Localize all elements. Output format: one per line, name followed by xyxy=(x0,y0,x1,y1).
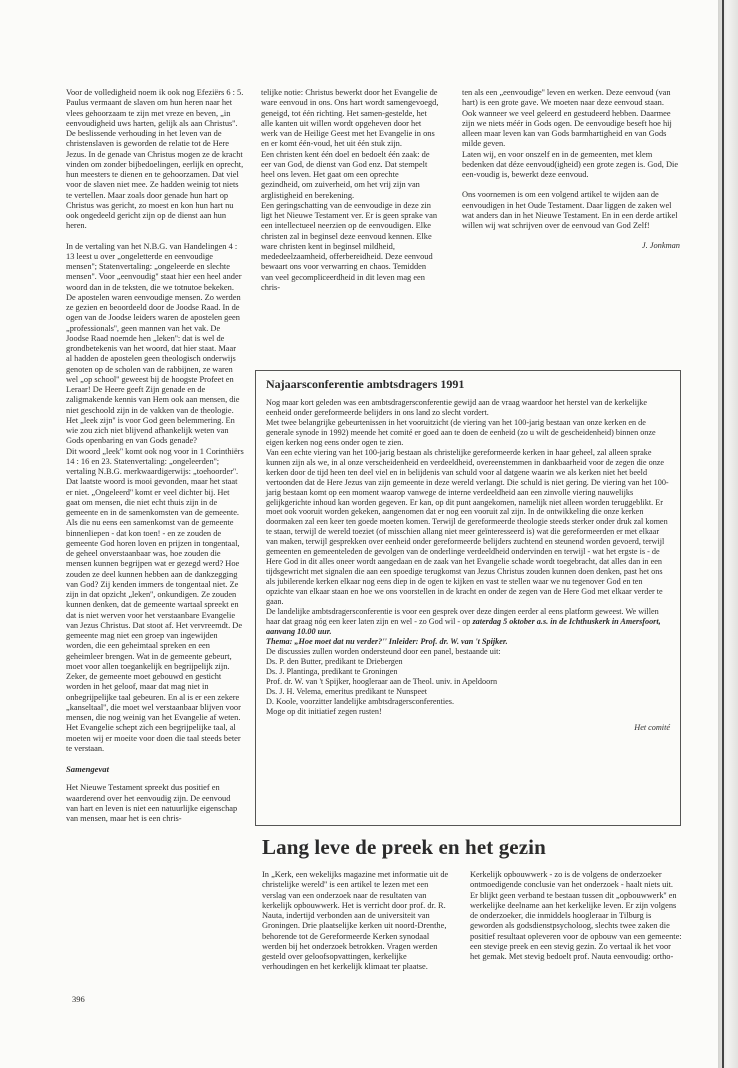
binding-gutter xyxy=(718,0,738,1068)
paragraph: Het Nieuwe Testament spreekt dus positief en waarderend over het eenvoudig zijn. De eenvoud van hart en leven is niet een natuurlijke eigenschap van mensen, maar het is een chris- xyxy=(66,783,238,823)
article2-column-left xyxy=(262,870,452,985)
closing-line: Moge op dit initiatief zegen rusten! xyxy=(266,706,382,716)
article-column-2 xyxy=(261,88,439,368)
panel-member: Ds. J. Plantinga, predikant te Groningen xyxy=(266,666,398,676)
box-paragraph xyxy=(266,607,670,637)
author-signature: J. Jonkman xyxy=(641,241,680,251)
article2-column-right xyxy=(470,870,682,985)
article-column-3 xyxy=(462,88,680,366)
paragraph: Ons voornemen is om een volgend artikel te wijden aan de eenvoudigen in het Oude Testament. Daar liggen de zaken wel wat anders dan in het Nieuwe Testament. En in een derde artikel willen wij wat schrijven over de eenvoud van God Zelf! xyxy=(462,190,678,230)
paragraph: ten als een „eenvoudige'' leven en werken. Deze eenvoud (van hart) is een grote gave. We moeten naar deze eenvoud staan. Ook wanneer we veel geleerd en gestudeerd hebben. Daarmee zijn we niets méér in Gods ogen. De eenvoudige beseft hoe hij alleen maar leven kan van Gods barmhartigheid en van Gods milde geven. Laten wij, en voor onszelf en in de gemeenten, met klem bedenken dat déze eenvoud(igheid) een grote zegen is. God, Die een-voudig is, bewerkt deze eenvoud. xyxy=(462,88,679,179)
box-body xyxy=(266,398,670,732)
panel-member: Ds. J. H. Velema, emeritus predikant te Nunspeet xyxy=(266,686,428,696)
binding-edge-line xyxy=(722,0,724,1068)
box-paragraph: Met twee belangrijke gebeurtenissen in het vooruitzicht (de viering van het 100-jarig bestaan van onze kerken en de generale synode in 1992) meende het comité er goed aan te doen de eenheid (zo u wilt de gescheidenheid) binnen onze eigen kerken nog eens onder ogen te zien. xyxy=(266,417,656,447)
paragraph: Voor de volledigheid noem ik ook nog Efeziërs 6 : 5. Paulus vermaant de slaven om hun heren naar het vlees gehoorzaam te zijn met vreze en beven, „in eenvoudigheid uws harten, gelijk als aan Christus''. De beslissende verhouding in het leven van de christenslaven is geworden de relatie tot de Here Jezus. In de genade van Christus mogen ze de kracht vinden om zonder bijbedoelingen, eerlijk en oprecht, hun meesters te dienen en te gehoorzamen. Dat viel voor de slaven niet mee. Ze hadden weinig tot niets te vertellen. Maar zoals door genade hun hart op Christus was gericht, zo moest en kon hun hart nu ook ongedeeld gericht zijn op de dienst aan hun heren. xyxy=(66,88,244,231)
theme-line: Thema: „Hoe moet dat nu verder?'' Inleider: Prof. dr. W. van 't Spijker. xyxy=(266,636,508,646)
box-signature: Het comité xyxy=(634,722,670,732)
box-title: Najaarsconferentie ambtsdragers 1991 xyxy=(266,377,465,391)
subheading: Samengevat xyxy=(66,764,109,774)
panel-intro: De discussies zullen worden ondersteund door een panel, bestaande uit: xyxy=(266,646,501,656)
paragraph: telijke notie: Christus bewerkt door het Evangelie de ware eenvoud in ons. Ons hart wordt samengevoegd, geneigd, tot één richting. Het samen-gestelde, het alle kanten uit willen wordt opgeheven door het werk van de Heilige Geest met het Evangelie in ons en er komt één-voud, het uit één stuk zijn. Een christen kent één doel en bedoelt één zaak: de eer van God, de dienst van God enz. Dat stempelt heel ons leven. Het gaat om een oprechte gezindheid, om zuiverheid, om het vrij zijn van arglistigheid en berekening. Een geringschatting van de eenvoudige in deze zin ligt het Nieuwe Testament ver. Er is geen sprake van een intellectueel neerzien op de eenvoudigen. Elke christen zal in beginsel deze eenvoud kennen. Elke ware christen kent in beginsel mildheid, mededeelzaamheid, offerbereidheid. Deze eenvoud bewaart ons voor verwarring en chaos. Temidden van veel gecompliceerdheid in dit leven mag een chris- xyxy=(261,88,439,292)
panel-member: D. Koole, voorzitter landelijke ambtsdragersconferenties. xyxy=(266,696,455,706)
conference-announcement-box xyxy=(255,370,681,826)
paragraph: Kerkelijk opbouwwerk - zo is de volgens de onderzoeker ontmoedigende conclusie van het onderzoek - haalt niets uit. Er blijkt geen verband te bestaan tussen dit „opbouwwerk'' en werkelijke deelname aan het kerkelijke leven. Er zijn volgens de onderzoeker, die inmiddels hoogleraar in Tilburg is geworden als godsdienstpsycholoog, slechts twee zaken die positief resultaat opleveren voor de opbouw van een gemeente: een stevige preek en een stevig gezin. Zo vertaal ik het voor het gemak. Met stevig bedoelt prof. Nauta eenvoudig: ortho- xyxy=(470,870,682,961)
box-paragraph-text: De landelijke ambtsdragersconferentie is voor een gesprek over deze dingen eerder al eens platform geweest. We willen haar dat graag nóg een keer laten zijn en wel - zo God wil - op xyxy=(266,607,659,626)
article-headline: Lang leve de preek en het gezin xyxy=(262,835,546,859)
panel-member: Prof. dr. W. van 't Spijker, hoogleraar aan de Theol. univ. in Apeldoorn xyxy=(266,676,498,686)
page-number: 396 xyxy=(72,994,85,1004)
panel-member: Ds. P. den Butter, predikant te Driebergen xyxy=(266,656,403,666)
event-date-line: zaterdag 5 oktober a.s. in de Ichthuskerk in Amersfoort, aanvang 10.00 uur. xyxy=(266,616,661,636)
box-paragraph: Nog maar kort geleden was een ambtsdragersconferentie gewijd aan de vraag waardoor het herstel van de kerkelijke eenheid onder gereformeerde belijders in ons land zo slecht vordert. xyxy=(266,398,648,417)
box-paragraph: Van een echte viering van het 100-jarig bestaan als christelijke gereformeerde kerken in haar geheel, zal alleen sprake kunnen zijn als we, in al onze verscheidenheid en verdeeldheid, overeenstemmen in dankbaarheid voor de zegen die onze kerken door de tijd heen ten deel viel en in belijdenis van schuld voor al datgene waarin we als kerken niet het beeld vertoonden dat de Here Jezus van zijn gemeente in deze wereld verlangt. Die schuld is niet gering. De viering van het 100-jarig bestaan komt op een moment waarop vanwege de interne verdeeldheid aan een zinvolle viering nauwelijks gelijkgerichte inhoud kan worden gegeven. Er kan, op dit punt aangekomen, namelijk niet alleen worden teruggeblikt. Er moet ook vooruit worden gekeken, aangenomen dat er nog een vooruit zal zijn. In de ontwikkeling die onze kerken doormaken zal een keer ten goede moeten komen. Terwijl de gereformeerde theologie steeds sterker onder druk zal komen te staan, terwijl de wereld toeziet (of misschien allang niet meer geïnteresseerd is) wat die gereformeerden er met elkaar van maken, terwijl gesprekken over eenheid onder gereformeerde belijders zuchtend en steunend worden gevoerd, terwijl gemeenten en gemeenteleden de gevolgen van de onderlinge verdeeldheid ondervinden en terwijl - wat het ergste is - de Here God in dit alles oneer wordt aangedaan en de zaak van het Evangelie schade wordt toegebracht, dat alles dan in een tijdsgewricht met signalen die aan een spoedige terugkomst van Jezus Christus zouden kunnen doen denken, past het ons als jubilerende kerken elkaar nog eens diep in de ogen te kijken en vast te stellen waar we nu tegenover God en ten opzichte van elkaar staan en hoe we ons voorstellen in de kracht en onder de zegen van de Here God met elkaar verder te gaan. xyxy=(266,447,669,607)
paragraph: In „Kerk, een wekelijks magazine met informatie uit de christelijke wereld'' is een artikel te lezen met een verslag van een onderzoek naar de resultaten van kerkelijk opbouwwerk. Het is verricht door prof. dr. R. Nauta, indertijd verbonden aan de universiteit van Groningen. Drie plaatselijke kerken uit noord-Drenthe, behorende tot de Gereformeerde Kerken synodaal werden bij het onderzoek betrokken. Vragen werden gesteld over geloofsopvattingen, kerkelijke verhoudingen en het kerkelijk klimaat ter plaatse. xyxy=(262,870,449,972)
article-column-1 xyxy=(66,88,244,993)
paragraph: In de vertaling van het N.B.G. van Handelingen 4 : 13 leest u over „ongeletterde en eenvoudige mensen''; Statenvertaling: „ongeleerde en slechte mensen''. Voor „eenvoudig'' staat hier een heel ander woord dan in de teksten, die we totnutoe bekeken. De apostelen waren eenvoudige mensen. Zo werden ze gezien en beoordeeld door de Joodse Raad. In de ogen van de Joodse leiders waren de apostelen geen „professionals'', geen mannen van het vak. De Joodse Raad noemde hen „leken'': dat is wel de grondbetekenis van het woord, dat hier staat. Maar al hadden de apostelen geen theologisch onderwijs genoten op de scholen van de rabbijnen, ze waren wel „op school'' geweest bij de hoogste Profeet en Leraar! De Heere geeft Zijn genade en de zaligmakende kennis van Hem ook aan mensen, die niet geschoold zijn in de vakken van de theologie. Het „leek zijn'' is voor God geen belemmering. En wie zou zich niet blijvend afhankelijk weten van Gods openbaring en van Gods genade? Dit woord „leek'' komt ook nog voor in 1 Corinthiërs 14 : 16 en 23. Statenvertaling: „ongeleerden''; vertaling N.B.G. merkwaardigerwijs: „toehoorder''. Dat laatste woord is mooi gevonden, maar het staat er niet. „Ongeleerd'' komt er veel dichter bij. Het gaat om mensen, die niet echt thuis zijn in de gemeente en in de samenkomsten van de gemeente. Als die nu eens een samenkomst van de gemeente binnenliepen - dat kon toen! - en ze zouden de gemeente God horen loven en prijzen in tongentaal, de geheel onverstaanbaar was, hoe zouden die mensen kunnen begrijpen wat er gezegd werd? Hoe zouden ze deel kunnen hebben aan de dankzegging van God? Zij kenden immers de tongentaal niet. Ze zijn in dat opzicht „leken'', onkundigen. Ze zouden kunnen denken, dat de gemeente wartaal spreekt en dat is niet werven voor het verstaanbare Evangelie van Jezus Christus. Dat stoot af. Het vervreemdt. De gemeente mag niet een groep van ingewijden worden, die een geheimtaal spreken en een geheimleer brengen. Wat in de gemeente gebeurt, moet voor allen toegankelijk en begrijpelijk zijn. Zeker, de gemeente moet gebouwd en gesticht worden in het geloof, maar dat mag niet in onbegrijpelijke taal gebeuren. En al is er een zekere „kanseltaal'', die moet wel verstaanbaar blijven voor mensen, die nog weinig van het Evangelie af weten. Het Evangelie schept zich een begrijpelijke taal, al moeten wij er moeite voor doen die taal steeds beter te verstaan. xyxy=(66,241,244,753)
